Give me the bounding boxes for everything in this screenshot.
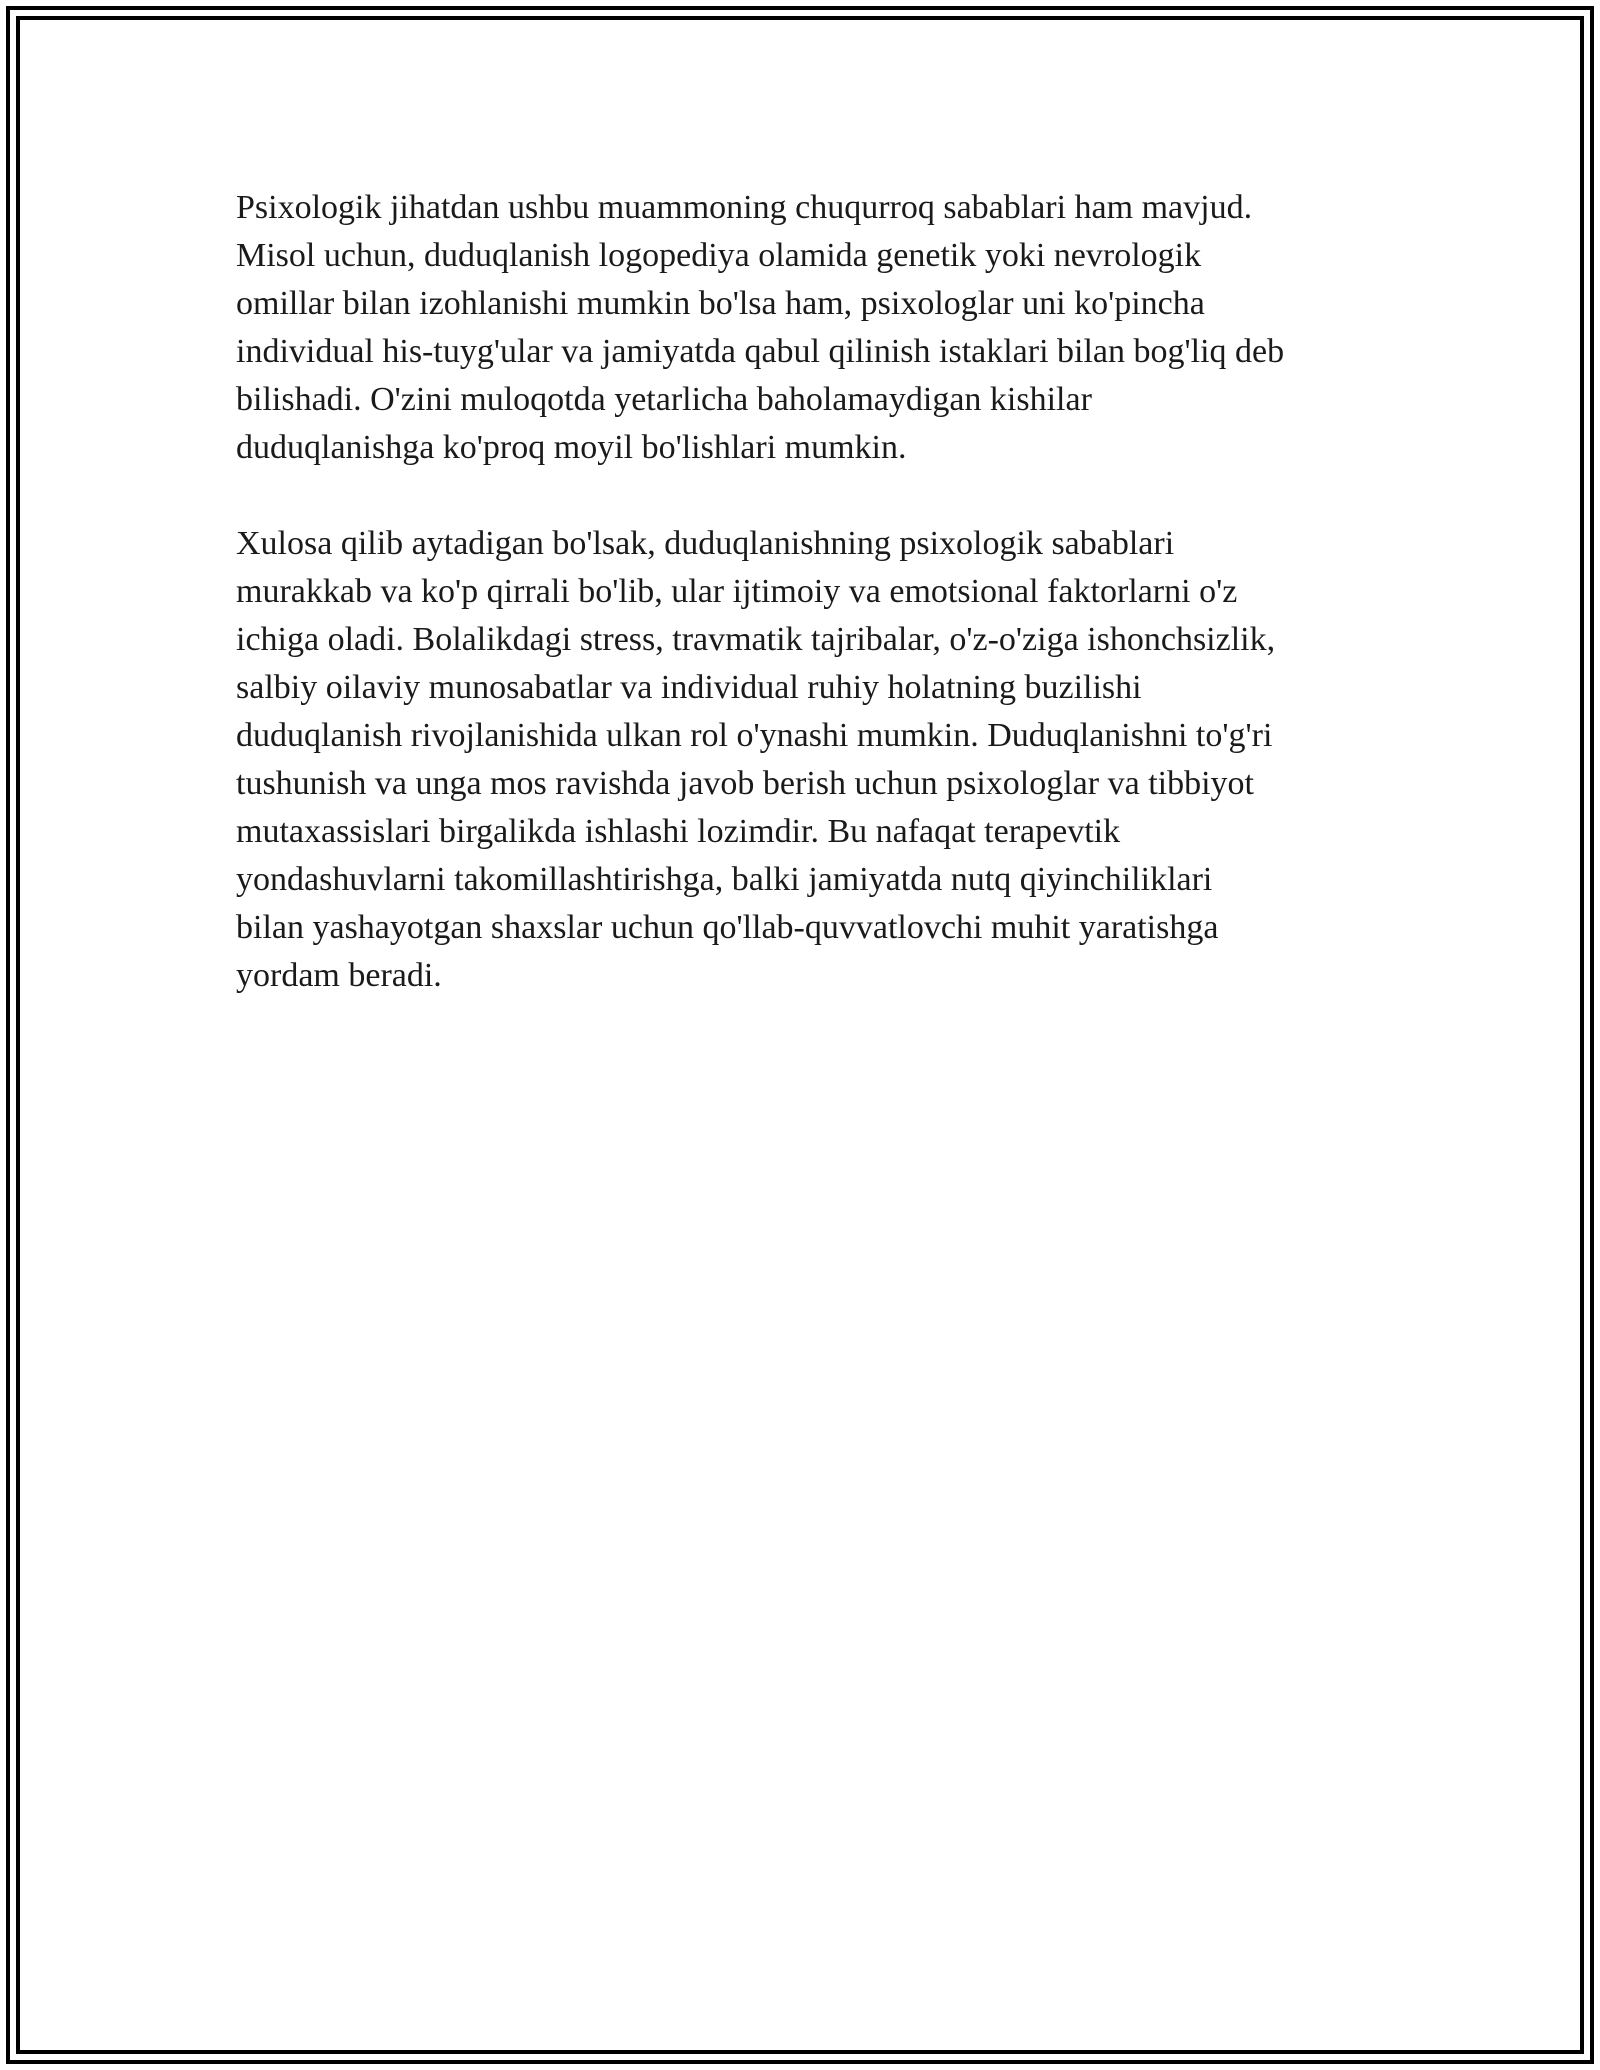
paragraph-1 xyxy=(236,184,1386,472)
text-line: tushunish va unga mos ravishda javob berish uchun psixologlar va tibbiyot xyxy=(236,765,1254,802)
text-line: mutaxassislari birgalikda ishlashi lozimdir. Bu nafaqat terapevtik xyxy=(236,813,1121,850)
text-line: salbiy oilaviy munosabatlar va individual ruhiy holatning buzilishi xyxy=(236,669,1142,706)
text-line: duduqlanish rivojlanishida ulkan rol o'ynashi mumkin. Duduqlanishni to'g'ri xyxy=(236,717,1273,754)
text-line: yondashuvlarni takomillashtirishga, balki jamiyatda nutq qiyinchiliklari xyxy=(236,861,1213,898)
text-line: Misol uchun, duduqlanish logopediya olamida genetik yoki nevrologik xyxy=(236,237,1202,274)
text-line: Xulosa qilib aytadigan bo'lsak, duduqlanishning psixologik sabablari xyxy=(236,525,1175,562)
text-line: Psixologik jihatdan ushbu muammoning chuqurroq sabablari ham mavjud. xyxy=(236,189,1253,226)
text-line: omillar bilan izohlanishi mumkin bo'lsa ham, psixologlar uni ko'pincha xyxy=(236,285,1205,322)
text-line: yordam beradi. xyxy=(236,957,442,994)
text-line: duduqlanishga ko'proq moyil bo'lishlari mumkin. xyxy=(236,429,907,466)
document-body xyxy=(236,184,1386,1000)
text-line: bilan yashayotgan shaxslar uchun qo'llab-quvvatlovchi muhit yaratishga xyxy=(236,909,1219,946)
paragraph-2 xyxy=(236,520,1386,1000)
text-line: murakkab va ko'p qirrali bo'lib, ular ijtimoiy va emotsional faktorlarni o'z xyxy=(236,573,1238,610)
text-line: individual his-tuyg'ular va jamiyatda qabul qilinish istaklari bilan bog'liq deb xyxy=(236,333,1285,370)
text-line: ichiga oladi. Bolalikdagi stress, travmatik tajribalar, o'z-o'ziga ishonchsizlik, xyxy=(236,621,1276,658)
text-line: bilishadi. O'zini muloqotda yetarlicha baholamaydigan kishilar xyxy=(236,381,1092,418)
